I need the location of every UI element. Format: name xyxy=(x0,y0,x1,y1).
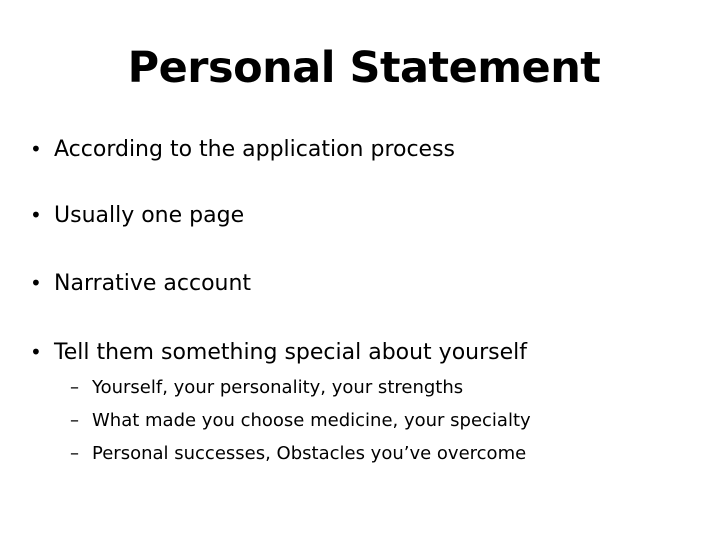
sub-bullet-item xyxy=(70,374,463,402)
bullet-marker: • xyxy=(30,137,42,161)
sub-bullet-marker: – xyxy=(70,443,79,464)
bullet-item xyxy=(30,266,251,300)
sub-bullet-text: Personal successes, Obstacles you’ve overcome xyxy=(92,443,527,464)
sub-bullet-marker: – xyxy=(70,377,79,398)
bullet-text: Usually one page xyxy=(54,203,245,228)
bullet-item xyxy=(30,132,455,166)
sub-bullet-item xyxy=(70,440,526,468)
bullet-marker: • xyxy=(30,203,42,227)
bullet-item xyxy=(30,335,527,369)
bullet-marker: • xyxy=(30,271,42,295)
sub-bullet-text: What made you choose medicine, your specialty xyxy=(92,410,531,431)
sub-bullet-marker: – xyxy=(70,410,79,431)
slide-title: Personal Statement xyxy=(127,43,601,93)
bullet-marker: • xyxy=(30,340,42,364)
bullet-text: Narrative account xyxy=(54,271,252,296)
bullet-item xyxy=(30,198,244,232)
sub-bullet-item xyxy=(70,407,531,435)
sub-bullet-text: Yourself, your personality, your strengths xyxy=(92,377,464,398)
bullet-text: Tell them something special about yourself xyxy=(54,340,527,365)
bullet-text: According to the application process xyxy=(54,137,456,162)
